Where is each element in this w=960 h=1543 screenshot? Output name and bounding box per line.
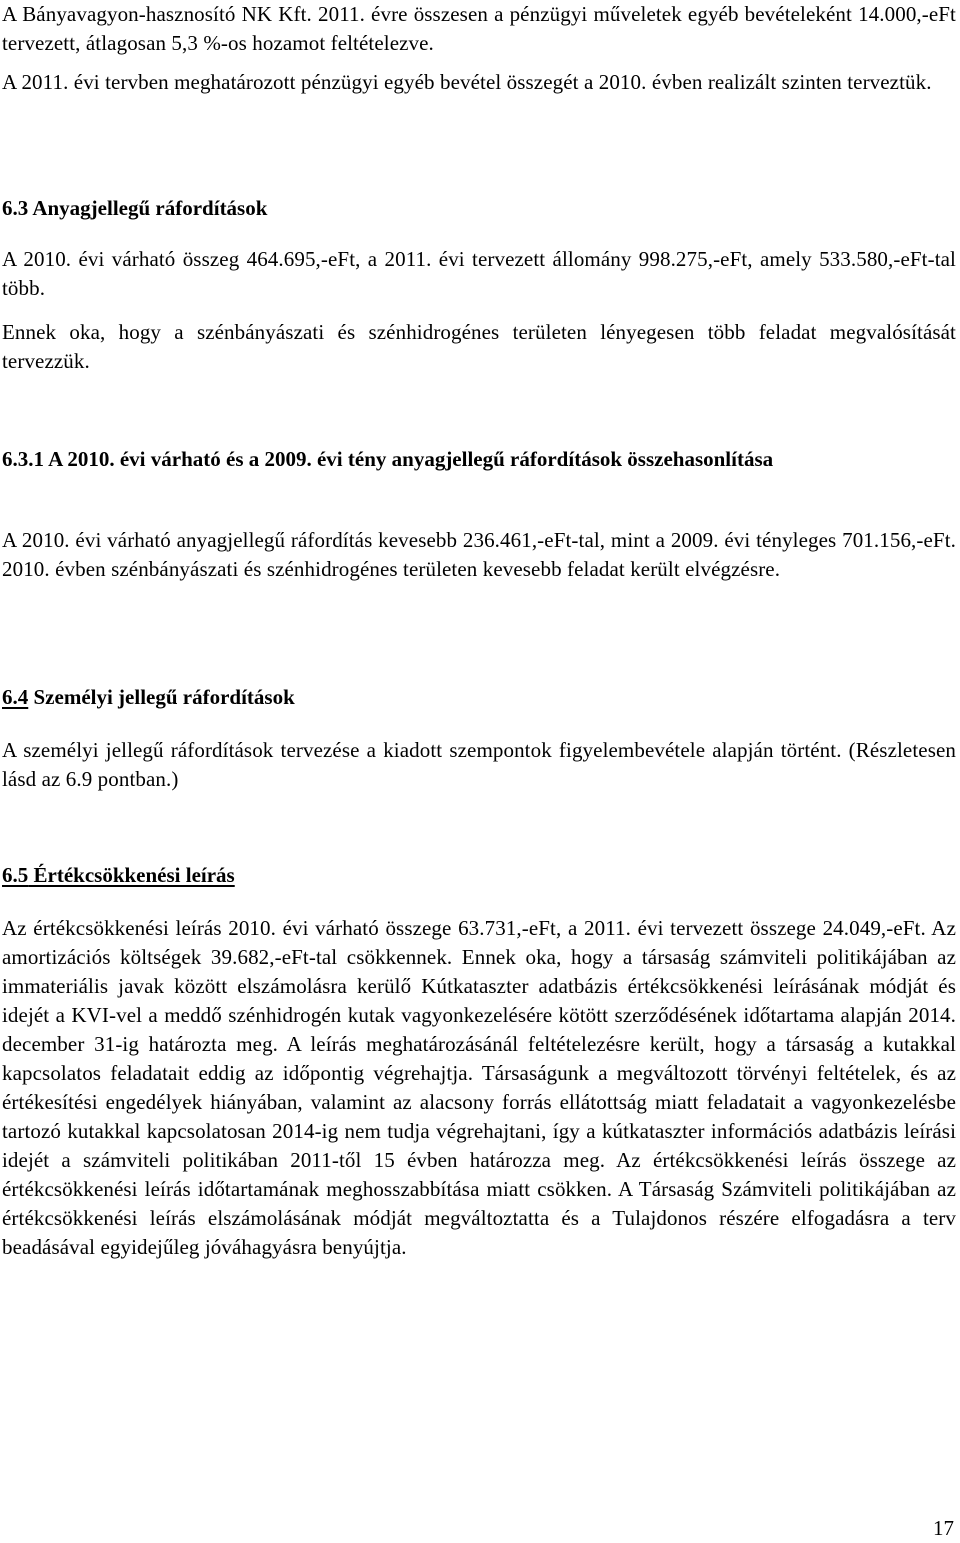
heading-6-3-1: 6.3.1 A 2010. évi várható és a 2009. évi tény anyagjellegű ráfordítások összehasonlítása [2,447,774,471]
heading-6-5-title: Értékcsökkenési leírás [28,863,235,887]
paragraph-financial-income: A Bányavagyon-hasznosító NK Kft. 2011. évre összesen a pénzügyi műveletek egyéb bevételeként 14.000,-eFt tervezett, átlagosan 5,3 %-os hozamot feltételezve. [2,2,956,55]
page-number: 17 [933,1516,954,1540]
paragraph-material-reason: Ennek oka, hogy a szénbányászati és szénhidrogénes területen lényegesen több feladat megvalósítását tervezzük. [2,320,956,373]
heading-6-3: 6.3 Anyagjellegű ráfordítások [2,196,268,220]
paragraph-comparison: A 2010. évi várható anyagjellegű ráfordítás kevesebb 236.461,-eFt-tal, mint a 2009. évi tényleges 701.156,-eFt. 2010. évben szénbányászati és szénhidrogénes területen kevesebb feladat került elvégzésre. [2,528,956,581]
paragraph-depreciation: Az értékcsökkenési leírás 2010. évi várható összege 63.731,-eFt, a 2011. évi tervezett összege 24.049,-eFt. Az amortizációs költségek 39.682,-eFt-tal csökkennek. Ennek oka, hogy a társaság számviteli politikájában az immateriális javak között elszámolásra kerülő Kútkataszter adatbázis értékcsökkenési leírásának módját és idejét a KVI-vel a meddő szénhidrogén kutak vagyonkezelésére kötött szerződésének időtartama alapján 2014. december 31-ig határozta meg. A leírás meghatározásánál feltételezésre került, hogy a társaság a kutakkal kapcsolatos feladatait eddig az időpontig végrehajtja. Társaságunk a megváltozott törvényi feltételek, és az értékesítési engedélyek hiányában, valamint az alacsony forrás ellátottság miatt feladatait a vagyonkezelésbe tartozó kutakkal kapcsolatosan 2014-ig nem tudja végrehajtani, így a kútkataszter információs adatbázis leírási idejét a számviteli politikában 2011-től 15 évben határozza meg. Az értékcsökkenési leírás összege az értékcsökkenési leírás időtartamának meghosszabbítása miatt csökken. A Társaság Számviteli politikájában az értékcsökkenési leírás elszámolásának módját megváltoztatta és a Tulajdonos részére elfogadásra a terv beadásával egyidejűleg jóváhagyásra benyújtja. [2,916,956,1259]
paragraph-financial-plan: A 2011. évi tervben meghatározott pénzügyi egyéb bevétel összegét a 2010. évben realizált szinten terveztük. [2,70,932,94]
heading-6-4-number: 6.4 [2,685,29,709]
paragraph-material-costs: A 2010. évi várható összeg 464.695,-eFt, a 2011. évi tervezett állomány 998.275,-eFt, amely 533.580,-eFt-tal több. [2,247,956,300]
heading-6-5-number: 6.5 [2,863,29,887]
paragraph-personnel-costs: A személyi jellegű ráfordítások tervezése a kiadott szempontok figyelembevétele alapján történt. (Részletesen lásd az 6.9 pontban.) [2,738,956,791]
heading-6-5 [2,861,235,890]
heading-6-4 [2,683,295,712]
heading-6-4-title: Személyi jellegű ráfordítások [28,685,295,709]
